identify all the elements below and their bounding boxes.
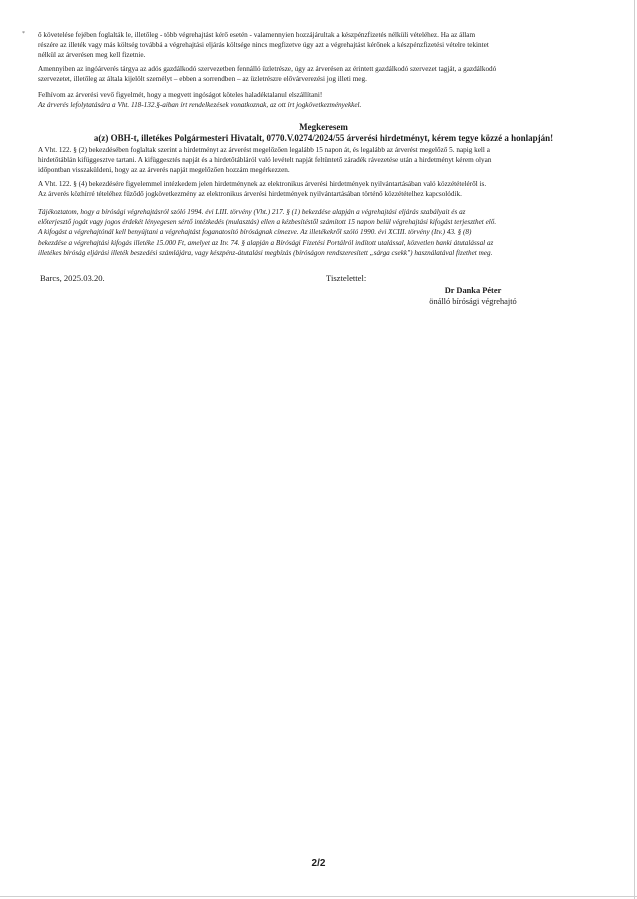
request-title: Megkeresem <box>299 122 348 132</box>
margin-mark: * <box>22 31 25 37</box>
document-date: Barcs, 2025.03.20. <box>40 273 105 283</box>
request-subtitle: a(z) OBH-t, illetékes Polgármesteri Hivatalt, 0770.V.0274/2024/55 árverési hirdetményt, kérem tegye közzé a honlapján! <box>93 133 554 143</box>
page-border-bottom <box>0 896 637 897</box>
signer-title: önálló bírósági végrehajtó <box>429 297 517 306</box>
paragraph-posting-rules: A Vht. 122. § (2) bekezdésében foglaltak szerint a hirdetményt az árverést megelőzően legalább 15 napon át, és legalább az árverést megelőző 5. napig kell a hirdetőtáblán kifüggesztve tartani. A kifüggesztés napját és a hirdetőtábláról való levételt napját feltüntető záradék rávezetése után a hirdetményt kérem olyan időpontban visszaküldeni, hogy az az árverés napját megelőzően hozzám megérkezzen. <box>38 146 492 175</box>
closing-greeting: Tisztelettel: <box>326 273 367 283</box>
page-border-right <box>634 0 635 899</box>
paragraph-cash-payment: ő követelése fejében foglalták le, illetőleg - több végrehajtást kérő esetén - valamennyien hozzájárultak a készpénzfizetés nélküli vételéhez. Ha az állam részére az illeték vagy más költség továbbá a végrehajtási eljárás költsége nincs megfizetve úgy azt a végrehajtást kérőnek a készpénzfizetési vételre tekintet nélkül az árverésen meg kell fizetnie. <box>38 31 489 60</box>
paragraph-electronic-publication: A Vht. 122. § (4) bekezdésére figyelemmel intézkedem jelen hirdetménynek az elektronikus árverési hirdetmények nyilvántartásában való közzétételéről is. Az árverés közhírré tételéhez fűződő jogkövetkezmény az elektronikus árverési hirdetmények nyilvántartásában történő közzétételhez kapcsolódik. <box>38 180 487 199</box>
paragraph-appeal-info: Tájékoztatom, hogy a bírósági végrehajtásról szóló 1994. évi LIII. törvény (Vht.) 217. § (1) bekezdése alapján a végrehajtási eljárás szabályait és az előterjesztő jogát vagy jogos érdekét lényegesen sértő intézkedés (mulasztás) ellen a kézbesítéstől számított 15 napon belül végrehajtási kifogást terjeszthet elő. A kifogást a végrehajtónál kell benyújtani a végrehajtást foganatosító bíróságnak címezve. Az illetékekről szóló 1990. évi XCIII. törvény (Itv.) 43. § (8) bekezdése a végrehajtási kifogás illetéke 15.000 Ft, amelyet az Itv. 74. § alapján a Bírósági Fizetési Portálról indított utalással, közvetlen banki átutalással az illetékes bíróság eljárási illeték beszedési számlájára, vagy készpénz-átutalási megbízás (bíróságon rendszeresített „sárga csekk") használatával fizethet meg. <box>38 208 497 257</box>
signature-block <box>388 285 558 307</box>
paragraph-buyer-notice: Felhívom az árverési vevő figyelmét, hogy a megvett ingóságot köteles haladéktalanul elszállítani! Az árverés lefolytatására a Vht. 118-132.§-aiban írt rendelkezések vonatkoznak, az ott írt jogkövetkezményekkel. <box>38 91 362 110</box>
page-number: 2/2 <box>311 858 326 869</box>
paragraph-business-share: Amennyiben az ingóárverés tárgya az adós gazdálkodó szervezetben fennálló üzletrésze, úgy az árverésen az érintett gazdálkodó szervezet tagját, a gazdálkodó szervezetet, illetőleg az általa kijelölt személyt – ebben a sorrendben – az üzletrészre elővárverezési jog illeti meg. <box>38 65 497 84</box>
signer-name: Dr Danka Péter <box>444 286 502 295</box>
